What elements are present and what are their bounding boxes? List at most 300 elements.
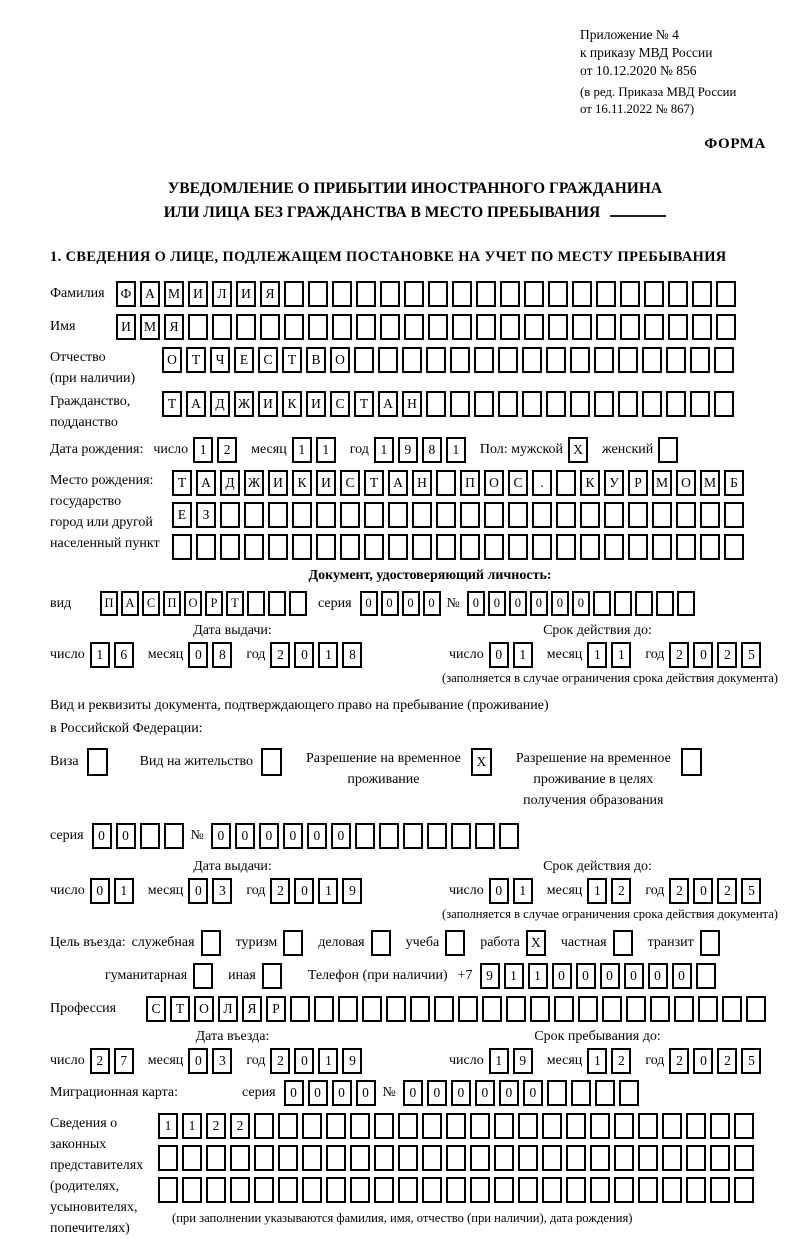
char-cell[interactable]: Л [218, 996, 238, 1022]
char-cell[interactable]: Т [354, 391, 374, 417]
char-cell[interactable] [652, 534, 672, 560]
char-cell[interactable]: 0 [572, 591, 590, 616]
char-cell[interactable] [638, 1113, 658, 1139]
char-cell[interactable] [700, 534, 720, 560]
char-cell[interactable] [524, 314, 544, 340]
char-cell[interactable] [450, 347, 470, 373]
char-cell[interactable] [700, 930, 720, 956]
char-cell[interactable]: И [116, 314, 136, 340]
char-cell[interactable]: 1 [318, 1048, 338, 1074]
char-cell[interactable] [494, 1177, 514, 1203]
char-cell[interactable] [422, 1177, 442, 1203]
char-cell[interactable] [308, 281, 328, 307]
char-cell[interactable]: 0 [188, 642, 208, 668]
char-cell[interactable]: 1 [318, 642, 338, 668]
char-cell[interactable] [522, 391, 542, 417]
char-cell[interactable] [388, 534, 408, 560]
char-cell[interactable]: Ф [116, 281, 136, 307]
char-cell[interactable]: Я [242, 996, 262, 1022]
char-cell[interactable] [379, 823, 399, 849]
char-cell[interactable] [556, 534, 576, 560]
char-cell[interactable] [476, 281, 496, 307]
char-cell[interactable] [230, 1145, 250, 1171]
char-cell[interactable] [474, 391, 494, 417]
char-cell[interactable] [475, 823, 495, 849]
char-cell[interactable]: Т [364, 470, 384, 496]
char-cell[interactable] [326, 1177, 346, 1203]
char-cell[interactable]: 0 [551, 591, 569, 616]
char-cell[interactable] [524, 281, 544, 307]
identity-valid-year-cells[interactable] [669, 642, 765, 668]
char-cell[interactable]: 8 [212, 642, 232, 668]
char-cell[interactable]: 2 [217, 437, 237, 463]
char-cell[interactable]: А [196, 470, 216, 496]
char-cell[interactable] [196, 534, 216, 560]
char-cell[interactable] [404, 314, 424, 340]
char-cell[interactable]: 0 [188, 1048, 208, 1074]
char-cell[interactable] [244, 502, 264, 528]
char-cell[interactable] [470, 1113, 490, 1139]
char-cell[interactable] [326, 1113, 346, 1139]
birth-year-cells[interactable] [374, 437, 470, 463]
char-cell[interactable]: Р [628, 470, 648, 496]
char-cell[interactable]: 0 [332, 1080, 352, 1106]
char-cell[interactable] [530, 996, 550, 1022]
char-cell[interactable]: 0 [451, 1080, 471, 1106]
char-cell[interactable] [193, 963, 213, 989]
char-cell[interactable] [402, 347, 422, 373]
char-cell[interactable] [427, 823, 447, 849]
char-cell[interactable] [681, 748, 702, 776]
char-cell[interactable]: 1 [587, 1048, 607, 1074]
char-cell[interactable] [618, 347, 638, 373]
char-cell[interactable]: 0 [693, 1048, 713, 1074]
purpose-commercial-checkbox[interactable] [371, 930, 395, 956]
char-cell[interactable]: 5 [741, 642, 761, 668]
char-cell[interactable] [470, 1177, 490, 1203]
char-cell[interactable]: 5 [741, 878, 761, 904]
char-cell[interactable] [201, 930, 221, 956]
char-cell[interactable]: Ч [210, 347, 230, 373]
char-cell[interactable] [278, 1177, 298, 1203]
char-cell[interactable] [628, 502, 648, 528]
char-cell[interactable] [340, 502, 360, 528]
char-cell[interactable]: 3 [212, 1048, 232, 1074]
char-cell[interactable] [476, 314, 496, 340]
char-cell[interactable] [604, 502, 624, 528]
char-cell[interactable] [426, 347, 446, 373]
birth-place-cells-row2[interactable] [172, 502, 748, 528]
char-cell[interactable] [668, 281, 688, 307]
birth-place-cells-row1[interactable] [172, 470, 748, 496]
char-cell[interactable] [548, 281, 568, 307]
char-cell[interactable] [674, 996, 694, 1022]
purpose-humanitarian-checkbox[interactable] [193, 963, 217, 989]
char-cell[interactable] [268, 591, 286, 616]
char-cell[interactable]: Ж [244, 470, 264, 496]
char-cell[interactable] [590, 1177, 610, 1203]
stay-year-cells[interactable] [669, 1048, 765, 1074]
char-cell[interactable]: Е [234, 347, 254, 373]
char-cell[interactable] [398, 1145, 418, 1171]
sex-male-checkbox[interactable] [568, 437, 592, 463]
char-cell[interactable] [292, 534, 312, 560]
citizenship-cells[interactable] [162, 391, 738, 417]
char-cell[interactable]: С [340, 470, 360, 496]
char-cell[interactable] [593, 591, 611, 616]
char-cell[interactable] [602, 996, 622, 1022]
char-cell[interactable] [518, 1145, 538, 1171]
char-cell[interactable] [374, 1177, 394, 1203]
char-cell[interactable] [386, 996, 406, 1022]
char-cell[interactable]: 0 [693, 642, 713, 668]
char-cell[interactable] [436, 470, 456, 496]
char-cell[interactable]: Т [186, 347, 206, 373]
char-cell[interactable] [278, 1113, 298, 1139]
char-cell[interactable]: И [258, 391, 278, 417]
char-cell[interactable] [642, 347, 662, 373]
char-cell[interactable]: О [676, 470, 696, 496]
char-cell[interactable]: 0 [499, 1080, 519, 1106]
char-cell[interactable]: 0 [259, 823, 279, 849]
char-cell[interactable]: О [162, 347, 182, 373]
char-cell[interactable] [302, 1113, 322, 1139]
char-cell[interactable] [388, 502, 408, 528]
char-cell[interactable]: З [196, 502, 216, 528]
char-cell[interactable]: Д [220, 470, 240, 496]
char-cell[interactable] [590, 1113, 610, 1139]
char-cell[interactable]: 1 [193, 437, 213, 463]
char-cell[interactable] [498, 391, 518, 417]
char-cell[interactable] [87, 748, 108, 776]
residence-series-cells[interactable] [92, 823, 188, 849]
char-cell[interactable]: 1 [513, 642, 533, 668]
char-cell[interactable]: Я [164, 314, 184, 340]
char-cell[interactable] [450, 391, 470, 417]
char-cell[interactable] [261, 748, 282, 776]
phone-cells[interactable] [480, 963, 720, 989]
char-cell[interactable] [350, 1145, 370, 1171]
char-cell[interactable] [412, 534, 432, 560]
char-cell[interactable] [484, 534, 504, 560]
char-cell[interactable]: 2 [669, 642, 689, 668]
char-cell[interactable] [578, 996, 598, 1022]
char-cell[interactable]: К [282, 391, 302, 417]
char-cell[interactable] [532, 502, 552, 528]
char-cell[interactable] [692, 281, 712, 307]
char-cell[interactable]: Т [172, 470, 192, 496]
char-cell[interactable] [532, 534, 552, 560]
char-cell[interactable] [212, 314, 232, 340]
char-cell[interactable]: 1 [374, 437, 394, 463]
char-cell[interactable] [570, 347, 590, 373]
char-cell[interactable] [614, 1145, 634, 1171]
char-cell[interactable] [596, 314, 616, 340]
char-cell[interactable] [635, 591, 653, 616]
char-cell[interactable]: 2 [611, 1048, 631, 1074]
char-cell[interactable]: А [140, 281, 160, 307]
profession-cells[interactable] [146, 996, 770, 1022]
char-cell[interactable]: 0 [360, 591, 378, 616]
char-cell[interactable] [158, 1145, 178, 1171]
char-cell[interactable]: 2 [669, 878, 689, 904]
char-cell[interactable] [734, 1145, 754, 1171]
char-cell[interactable] [340, 534, 360, 560]
char-cell[interactable] [220, 534, 240, 560]
char-cell[interactable] [499, 823, 519, 849]
char-cell[interactable]: 0 [489, 878, 509, 904]
char-cell[interactable] [619, 1080, 639, 1106]
char-cell[interactable]: 1 [158, 1113, 178, 1139]
char-cell[interactable] [254, 1177, 274, 1203]
char-cell[interactable]: 0 [488, 591, 506, 616]
char-cell[interactable] [556, 470, 576, 496]
char-cell[interactable]: 0 [307, 823, 327, 849]
char-cell[interactable]: 2 [270, 642, 290, 668]
char-cell[interactable] [686, 1177, 706, 1203]
char-cell[interactable] [722, 996, 742, 1022]
char-cell[interactable]: И [236, 281, 256, 307]
char-cell[interactable]: 0 [552, 963, 572, 989]
char-cell[interactable] [508, 534, 528, 560]
char-cell[interactable] [158, 1177, 178, 1203]
char-cell[interactable] [362, 996, 382, 1022]
purpose-study-checkbox[interactable] [445, 930, 469, 956]
char-cell[interactable]: И [268, 470, 288, 496]
char-cell[interactable] [604, 534, 624, 560]
char-cell[interactable]: У [604, 470, 624, 496]
char-cell[interactable] [356, 281, 376, 307]
char-cell[interactable] [355, 823, 375, 849]
char-cell[interactable]: 2 [717, 1048, 737, 1074]
char-cell[interactable] [716, 281, 736, 307]
char-cell[interactable]: 1 [587, 878, 607, 904]
purpose-transit-checkbox[interactable] [700, 930, 724, 956]
char-cell[interactable]: 0 [188, 878, 208, 904]
residence-issue-day-cells[interactable] [90, 878, 138, 904]
purpose-business-checkbox[interactable] [201, 930, 225, 956]
char-cell[interactable] [546, 391, 566, 417]
char-cell[interactable] [308, 314, 328, 340]
representatives-cells-row3[interactable] [158, 1177, 758, 1203]
char-cell[interactable] [332, 314, 352, 340]
char-cell[interactable] [614, 591, 632, 616]
char-cell[interactable] [364, 534, 384, 560]
char-cell[interactable]: С [330, 391, 350, 417]
entry-day-cells[interactable] [90, 1048, 138, 1074]
char-cell[interactable]: 7 [114, 1048, 134, 1074]
char-cell[interactable] [662, 1145, 682, 1171]
char-cell[interactable] [452, 281, 472, 307]
char-cell[interactable] [230, 1177, 250, 1203]
char-cell[interactable] [236, 314, 256, 340]
residence-issue-year-cells[interactable] [270, 878, 366, 904]
char-cell[interactable] [500, 281, 520, 307]
purpose-private-checkbox[interactable] [613, 930, 637, 956]
residence-issue-month-cells[interactable] [188, 878, 236, 904]
char-cell[interactable] [374, 1145, 394, 1171]
char-cell[interactable]: Е [172, 502, 192, 528]
residence-valid-day-cells[interactable] [489, 878, 537, 904]
patronymic-cells[interactable] [162, 347, 738, 373]
char-cell[interactable]: А [388, 470, 408, 496]
char-cell[interactable]: 0 [672, 963, 692, 989]
char-cell[interactable]: С [508, 470, 528, 496]
char-cell[interactable] [364, 502, 384, 528]
char-cell[interactable]: 0 [211, 823, 231, 849]
char-cell[interactable]: 0 [467, 591, 485, 616]
char-cell[interactable] [692, 314, 712, 340]
char-cell[interactable]: 6 [114, 642, 134, 668]
char-cell[interactable] [724, 502, 744, 528]
char-cell[interactable]: 1 [528, 963, 548, 989]
char-cell[interactable] [410, 996, 430, 1022]
char-cell[interactable] [746, 996, 766, 1022]
char-cell[interactable] [710, 1113, 730, 1139]
char-cell[interactable] [690, 391, 710, 417]
char-cell[interactable] [618, 391, 638, 417]
char-cell[interactable] [283, 930, 303, 956]
char-cell[interactable]: 0 [284, 1080, 304, 1106]
char-cell[interactable]: Т [226, 591, 244, 616]
char-cell[interactable] [164, 823, 184, 849]
char-cell[interactable]: 2 [90, 1048, 110, 1074]
char-cell[interactable]: 2 [230, 1113, 250, 1139]
char-cell[interactable]: К [580, 470, 600, 496]
purpose-other-checkbox[interactable] [262, 963, 286, 989]
char-cell[interactable] [676, 502, 696, 528]
char-cell[interactable] [422, 1113, 442, 1139]
char-cell[interactable]: Т [162, 391, 182, 417]
char-cell[interactable]: М [164, 281, 184, 307]
char-cell[interactable] [254, 1113, 274, 1139]
char-cell[interactable]: Ж [234, 391, 254, 417]
char-cell[interactable]: Б [724, 470, 744, 496]
char-cell[interactable] [378, 347, 398, 373]
char-cell[interactable]: X [568, 437, 588, 463]
char-cell[interactable] [658, 437, 678, 463]
char-cell[interactable] [316, 502, 336, 528]
char-cell[interactable]: 2 [717, 642, 737, 668]
firstname-cells[interactable] [116, 314, 740, 340]
char-cell[interactable] [572, 281, 592, 307]
char-cell[interactable] [566, 1113, 586, 1139]
char-cell[interactable] [412, 502, 432, 528]
birth-day-cells[interactable] [193, 437, 241, 463]
char-cell[interactable]: 0 [92, 823, 112, 849]
char-cell[interactable] [314, 996, 334, 1022]
char-cell[interactable] [460, 502, 480, 528]
char-cell[interactable] [356, 314, 376, 340]
identity-valid-day-cells[interactable] [489, 642, 537, 668]
char-cell[interactable] [284, 281, 304, 307]
char-cell[interactable] [668, 314, 688, 340]
char-cell[interactable] [326, 1145, 346, 1171]
char-cell[interactable]: О [484, 470, 504, 496]
identity-valid-month-cells[interactable] [587, 642, 635, 668]
char-cell[interactable]: В [306, 347, 326, 373]
char-cell[interactable]: 0 [576, 963, 596, 989]
char-cell[interactable] [494, 1145, 514, 1171]
char-cell[interactable] [666, 391, 686, 417]
residence-valid-month-cells[interactable] [587, 878, 635, 904]
char-cell[interactable] [566, 1177, 586, 1203]
char-cell[interactable]: 0 [489, 642, 509, 668]
migration-number-cells[interactable] [403, 1080, 643, 1106]
char-cell[interactable]: 2 [669, 1048, 689, 1074]
char-cell[interactable] [398, 1113, 418, 1139]
char-cell[interactable] [677, 591, 695, 616]
char-cell[interactable] [404, 281, 424, 307]
char-cell[interactable]: Р [266, 996, 286, 1022]
char-cell[interactable] [620, 314, 640, 340]
char-cell[interactable] [698, 996, 718, 1022]
char-cell[interactable]: Н [412, 470, 432, 496]
char-cell[interactable]: 0 [475, 1080, 495, 1106]
char-cell[interactable] [626, 996, 646, 1022]
char-cell[interactable]: Т [170, 996, 190, 1022]
visa-checkbox[interactable] [87, 748, 112, 776]
char-cell[interactable] [426, 391, 446, 417]
temp-permit-checkbox[interactable] [471, 748, 496, 776]
char-cell[interactable]: 0 [356, 1080, 376, 1106]
char-cell[interactable]: Л [212, 281, 232, 307]
char-cell[interactable]: 1 [587, 642, 607, 668]
char-cell[interactable] [644, 314, 664, 340]
char-cell[interactable]: М [140, 314, 160, 340]
char-cell[interactable] [451, 823, 471, 849]
char-cell[interactable]: 1 [489, 1048, 509, 1074]
char-cell[interactable] [594, 347, 614, 373]
char-cell[interactable]: 0 [509, 591, 527, 616]
char-cell[interactable] [542, 1145, 562, 1171]
char-cell[interactable]: 0 [523, 1080, 543, 1106]
char-cell[interactable]: 0 [648, 963, 668, 989]
char-cell[interactable]: С [258, 347, 278, 373]
char-cell[interactable]: И [306, 391, 326, 417]
char-cell[interactable]: Р [205, 591, 223, 616]
char-cell[interactable] [686, 1145, 706, 1171]
char-cell[interactable] [716, 314, 736, 340]
representatives-cells-row2[interactable] [158, 1145, 758, 1171]
char-cell[interactable] [290, 996, 310, 1022]
residence-valid-year-cells[interactable] [669, 878, 765, 904]
char-cell[interactable]: 1 [504, 963, 524, 989]
char-cell[interactable] [247, 591, 265, 616]
char-cell[interactable] [628, 534, 648, 560]
migration-series-cells[interactable] [284, 1080, 380, 1106]
surname-cells[interactable] [116, 281, 740, 307]
char-cell[interactable]: 2 [717, 878, 737, 904]
char-cell[interactable] [460, 534, 480, 560]
char-cell[interactable]: Т [282, 347, 302, 373]
char-cell[interactable] [446, 1177, 466, 1203]
char-cell[interactable] [518, 1177, 538, 1203]
char-cell[interactable] [734, 1177, 754, 1203]
char-cell[interactable]: 0 [331, 823, 351, 849]
char-cell[interactable] [474, 347, 494, 373]
char-cell[interactable]: 0 [693, 878, 713, 904]
char-cell[interactable] [338, 996, 358, 1022]
char-cell[interactable]: П [163, 591, 181, 616]
char-cell[interactable]: 1 [292, 437, 312, 463]
identity-issue-day-cells[interactable] [90, 642, 138, 668]
char-cell[interactable]: 1 [316, 437, 336, 463]
char-cell[interactable] [268, 502, 288, 528]
char-cell[interactable]: 0 [90, 878, 110, 904]
char-cell[interactable] [686, 1113, 706, 1139]
char-cell[interactable] [206, 1177, 226, 1203]
